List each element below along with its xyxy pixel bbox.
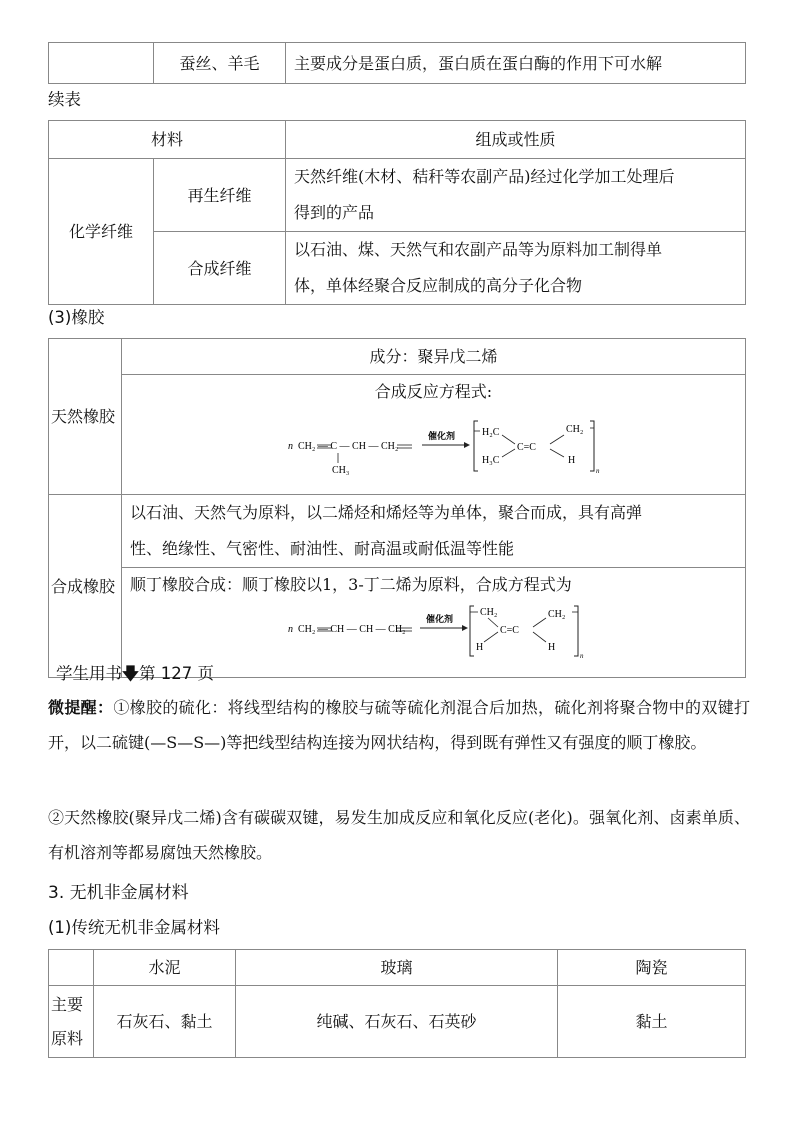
eq-ch2-top: CH₂ [480,607,498,618]
eq-arrow-head [462,625,468,631]
eq-h2c: H₂C [482,427,500,438]
inorganic-row-label [49,986,94,1058]
fiber-table [48,120,746,305]
book-ref-suffix: 第 127 页 [138,664,214,683]
eq-lhs: CH₂ — CH — CH — CH₂ [298,624,406,635]
natural-equation-title: 合成反应方程式: [374,382,493,401]
butadiene-text: 顺丁橡胶合成：顺丁橡胶以1，3-丁二烯为原料，合成方程式为 [130,575,572,594]
section-3-heading: 3. 无机非金属材料 [48,883,189,903]
synthetic-rubber-label: 合成橡胶 [49,495,122,678]
top-table-property-cell: 主要成分是蛋白质，蛋白质在蛋白酶的作用下可水解 [286,43,746,84]
tip-paragraph-1 [48,690,750,760]
eq-cc: C=C [500,625,519,636]
eq-bond [533,632,546,642]
down-arrow-icon: 🡇 [122,664,139,683]
eq-n: n [288,624,293,635]
fiber-row-name: 合成纤维 [154,232,286,305]
rubber-table [48,338,746,678]
book-ref-prefix: 学生用书 [56,664,122,683]
rubber-heading: (3)橡胶 [48,308,105,327]
natural-rubber-component: 成分：聚异戊二烯 [122,339,746,375]
eq-bracket-right [574,606,578,656]
eq-catalyst: 催化剂 [426,614,454,624]
row-label-line: 原料 [51,1028,84,1048]
natural-rubber-equation-cell [122,375,746,495]
inorganic-value: 黏土 [558,986,746,1058]
eq-subscript-n: n [580,652,584,660]
fiber-row-line: 以石油、煤、天然气和农副产品等为原料加工制得单 [294,240,663,259]
eq-ch2: CH₂ [566,424,584,435]
fiber-group-cell: 化学纤维 [49,159,154,305]
eq-bracket-left [470,606,474,656]
tip-label: 微提醒： [48,698,114,717]
fiber-row-property [286,232,746,305]
inorganic-header: 玻璃 [236,950,558,986]
traditional-heading: (1)传统无机非金属材料 [48,918,220,937]
inorganic-header: 水泥 [94,950,236,986]
top-table [48,42,746,84]
fiber-row-line: 得到的产品 [294,203,375,222]
eq-methyl: CH₃ [332,465,350,476]
eq-bond [502,435,515,444]
eq-bond [533,618,546,627]
eq-bond [502,449,515,457]
eq-bond [484,632,498,642]
fiber-header-material: 材料 [49,121,286,159]
natural-rubber-label: 天然橡胶 [49,339,122,495]
row-label-line: 主要 [51,994,84,1014]
top-table-empty-cell [49,43,154,84]
eq-cc: C=C [517,442,536,453]
natural-rubber-equation [122,407,732,483]
eq-h3c: H₃C [482,455,500,466]
eq-h1: H [476,642,484,653]
synthetic-line: 以石油、天然气为原料，以二烯烃和烯烃等为单体，聚合而成，具有高弹 [130,503,643,522]
fiber-header-property: 组成或性质 [286,121,746,159]
eq-h: H [568,455,576,466]
fiber-row-property [286,159,746,232]
eq-bond [550,435,564,444]
inorganic-header-empty [49,950,94,986]
synthetic-rubber-properties [122,495,746,568]
inorganic-value: 纯碱、石灰石、石英砂 [236,986,558,1058]
synthetic-line: 性、绝缘性、气密性、耐油性、耐高温或耐低温等性能 [130,539,515,558]
book-ref [56,660,214,690]
fiber-row-line: 体，单体经聚合反应制成的高分子化合物 [294,276,583,295]
inorganic-table [48,949,746,1058]
butadiene-equation-cell [122,568,746,678]
butadiene-equation [122,600,732,666]
eq-h2: H [548,642,556,653]
inorganic-value: 石灰石、黏土 [94,986,236,1058]
eq-n: n [288,441,293,452]
inorganic-header: 陶瓷 [558,950,746,986]
top-table-material-cell: 蚕丝、羊毛 [154,43,286,84]
fiber-row-line: 天然纤维(木材、秸秆等农副产品)经过化学加工处理后 [294,167,675,186]
tip-paragraph-2: ②天然橡胶(聚异戊二烯)含有碳碳双键，易发生加成反应和氧化反应(老化)。强氧化剂、卤素单质、有机溶剂等都易腐蚀天然橡胶。 [48,808,750,862]
eq-catalyst: 催化剂 [428,431,456,441]
fiber-row-name: 再生纤维 [154,159,286,232]
eq-ch2-right: CH₂ [548,609,566,620]
eq-lhs: CH₂ — C — CH — CH₂ [298,441,399,452]
eq-bond [550,449,564,457]
tip-text-1: ①橡胶的硫化：将线型结构的橡胶与硫等硫化剂混合后加热，硫化剂将聚合物中的双键打开，以二硫键(—S—S—)等把线型结构连接为网状结构，得到既有弹性又有强度的顺丁橡胶。 [48,698,750,752]
eq-bracket-right [590,421,594,471]
eq-arrow-head [464,442,470,448]
continued-label: 续表 [48,90,81,109]
eq-bond [488,618,498,627]
eq-bracket-left [474,421,478,471]
eq-subscript-n: n [596,467,600,475]
